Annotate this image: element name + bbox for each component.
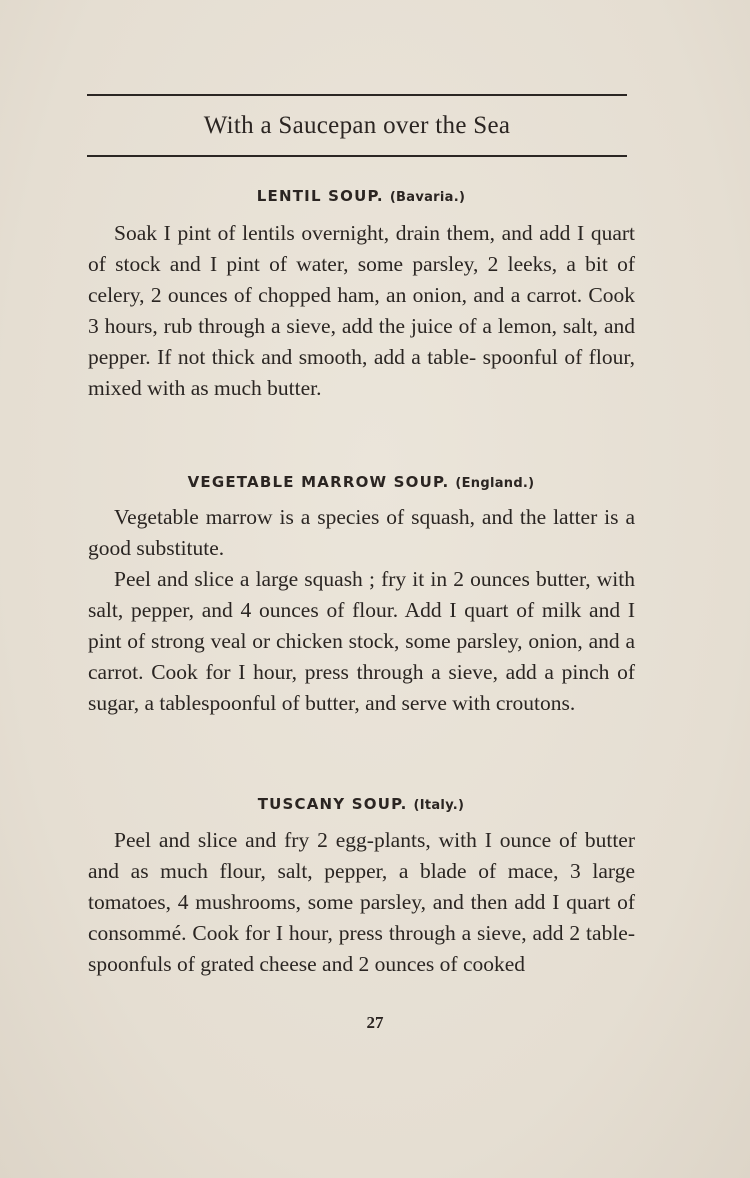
page-number: 27: [366, 1013, 384, 1032]
recipe-origin: (Italy.): [413, 798, 465, 813]
recipe-paragraph: Vegetable marrow is a species of squash, and the latter is a good substitute.: [88, 505, 635, 560]
recipe-title: VEGETABLE MARROW SOUP.: [187, 473, 450, 491]
header-rule-top: [87, 94, 627, 96]
recipe-origin: (Bavaria.): [389, 190, 466, 205]
recipe-paragraph: Peel and slice and fry 2 egg-plants, with I ounce of butter and as much flour, salt, pepper, a blade of mace, 3 large tomatoes, 4 mushrooms, some parsley, and then add I quart of consommé. Cook for I hour, press through a sieve, add 2 table- spoonfuls of grated cheese and 2 ounces of cooked: [88, 828, 635, 976]
recipe-heading-vegetable-marrow-soup: [87, 473, 635, 491]
recipe-title: LENTIL SOUP.: [256, 187, 384, 205]
recipe-heading-tuscany-soup: [87, 795, 635, 813]
header-rule-bottom: [87, 155, 627, 157]
recipe-paragraph: Peel and slice a large squash ; fry it in 2 ounces butter, with salt, pepper, and 4 ounces of flour. Add I quart of milk and I pint of strong veal or chicken stock, some parsley, onion, and a carrot. Cook for I hour, press through a sieve, add a pinch of sugar, a tablespoonful of butter, and serve with croutons.: [88, 567, 635, 715]
recipe-heading-lentil-soup: [87, 187, 635, 205]
recipe-title: TUSCANY SOUP.: [257, 795, 408, 813]
running-head: With a Saucepan over the Sea: [203, 112, 511, 139]
recipe-origin: (England.): [455, 476, 535, 491]
recipe-paragraph: Soak I pint of lentils overnight, drain them, and add I quart of stock and I pint of water, some parsley, 2 leeks, a bit of celery, 2 ounces of chopped ham, an onion, and a carrot. Cook 3 hours, rub through a sieve, add the juice of a lemon, salt, and pepper. If not thick and smooth, add a table- spoonful of flour, mixed with as much butter.: [88, 221, 635, 400]
